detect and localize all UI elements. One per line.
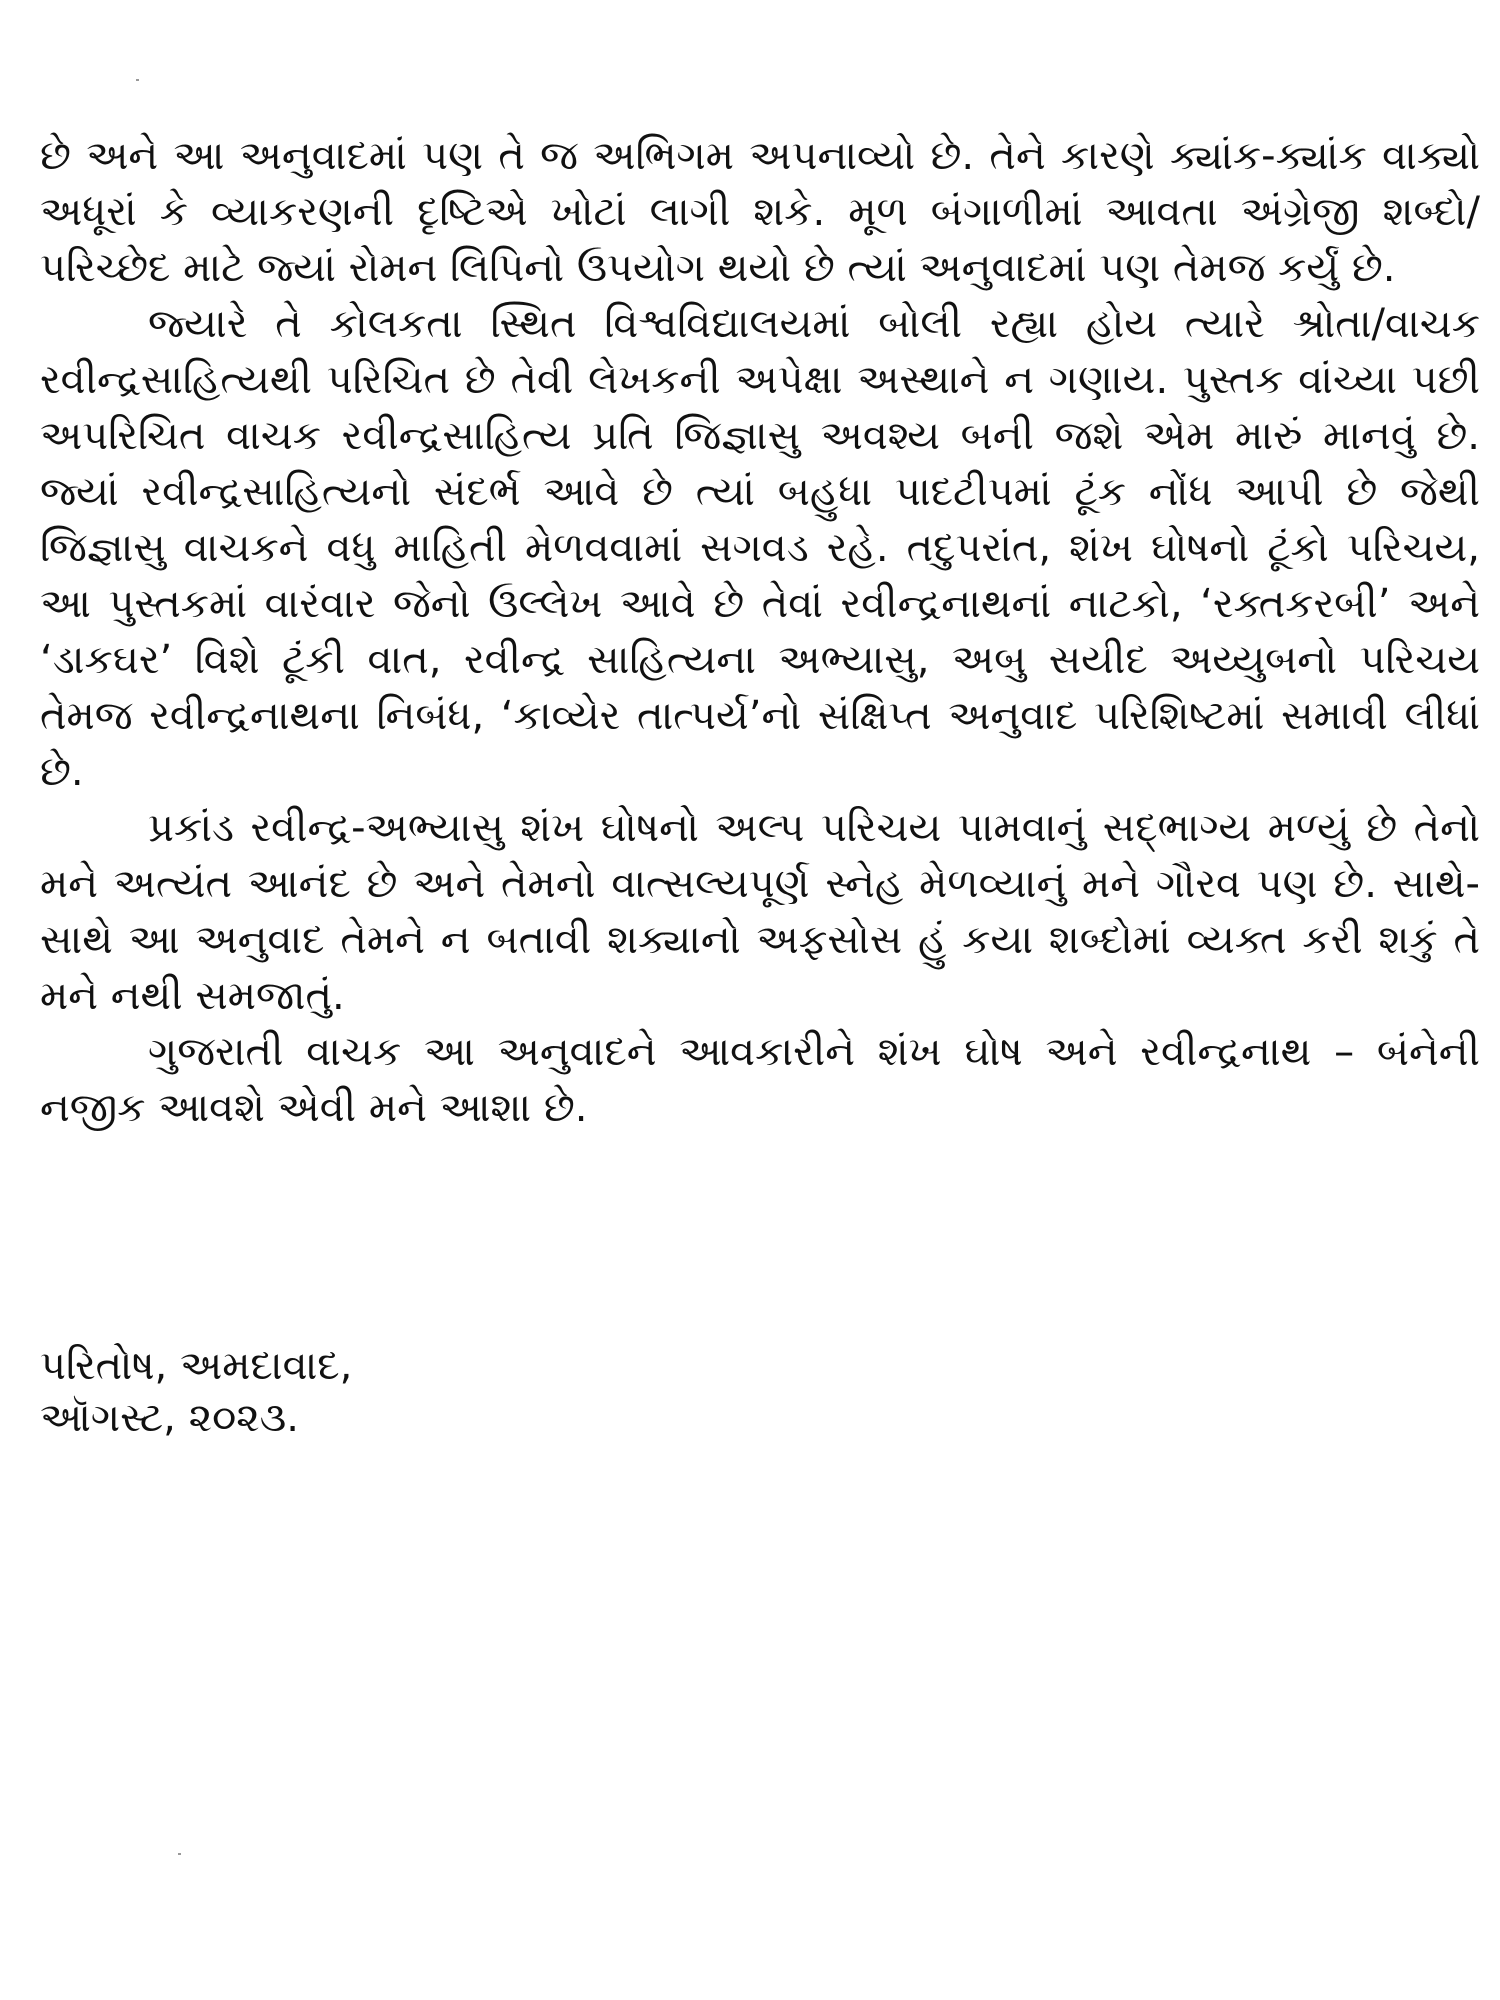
signature-name-place: પરિતોષ, અમદાવાદ,	[40, 1343, 353, 1389]
paragraph: જ્યારે તે કોલકતા સ્થિત વિશ્વવિદ્યાલયમાં બોલી રહ્યા હોય ત્યારે શ્રોતા/વાચક રવીન્દ્રસાહિત્યથી પરિચિત છે તેવી લેખકની અપેક્ષા અસ્થાને ન ગણાય. પુસ્તક વાંચ્યા પછી અપરિચિત વાચક રવીન્દ્રસાહિત્ય પ્રતિ જિજ્ઞાસુ અવશ્ય બની જશે એમ મારું માનવું છે. જ્યાં રવીન્દ્રસાહિત્યનો સંદર્ભ આવે છે ત્યાં બહુધા પાદટીપમાં ટૂંક નોંધ આપી છે જેથી જિજ્ઞાસુ વાચકને વધુ માહિતી મેળવવામાં સગવડ રહે. તદુપરાંત, શંખ ઘોષનો ટૂંકો પરિચય, આ પુસ્તકમાં વારંવાર જેનો ઉલ્લેખ આવે છે તેવાં રવીન્દ્રનાથનાં નાટકો, ‘રક્તકરબી’ અને ‘ડાકઘર’ વિશે ટૂંકી વાત, રવીન્દ્ર સાહિત્યના અભ્યાસુ, અબુ સયીદ અય્યુબનો પરિચય તેમજ રવીન્દ્રનાથના નિબંધ, ‘કાવ્યેર તાત્પર્ય’નો સંક્ષિપ્ત અનુવાદ પરિશિષ્ટમાં સમાવી લીધાં છે.	[40, 301, 1480, 795]
signature-date: ઑગસ્ટ, ૨૦૨૩.	[40, 1395, 299, 1441]
scan-speck	[178, 1853, 181, 1855]
signature-block	[40, 1340, 352, 1444]
paragraph: પ્રકાંડ રવીન્દ્ર-અભ્યાસુ શંખ ઘોષનો અલ્પ પરિચય પામવાનું સદ્ભાગ્ય મળ્યું છે તેનો મને અત્યંત આનંદ છે અને તેમનો વાત્સલ્યપૂર્ણ સ્નેહ મેળવ્યાનું મને ગૌરવ પણ છે. સાથે-સાથે આ અનુવાદ તેમને ન બતાવી શક્યાનો અફસોસ હું કયા શબ્દોમાં વ્યક્ત કરી શકું તે મને નથી સમજાતું.	[40, 805, 1480, 1019]
body-text	[40, 128, 1480, 1136]
scan-speck	[136, 79, 139, 81]
paragraph: ગુજરાતી વાચક આ અનુવાદને આવકારીને શંખ ઘોષ અને રવીન્દ્રનાથ – બંનેની નજીક આવશે એવી મને આશા છે.	[40, 1029, 1480, 1131]
paragraph: છે અને આ અનુવાદમાં પણ તે જ અભિગમ અપનાવ્યો છે. તેને કારણે ક્યાંક-ક્યાંક વાક્યો અધૂરાં કે વ્યાકરણની દૃષ્ટિએ ખોટાં લાગી શકે. મૂળ બંગાળીમાં આવતા અંગ્રેજી શબ્દો/પરિચ્છેદ માટે જ્યાં રોમન લિપિનો ઉપયોગ થયો છે ત્યાં અનુવાદમાં પણ તેમજ કર્યું છે.	[40, 133, 1480, 291]
